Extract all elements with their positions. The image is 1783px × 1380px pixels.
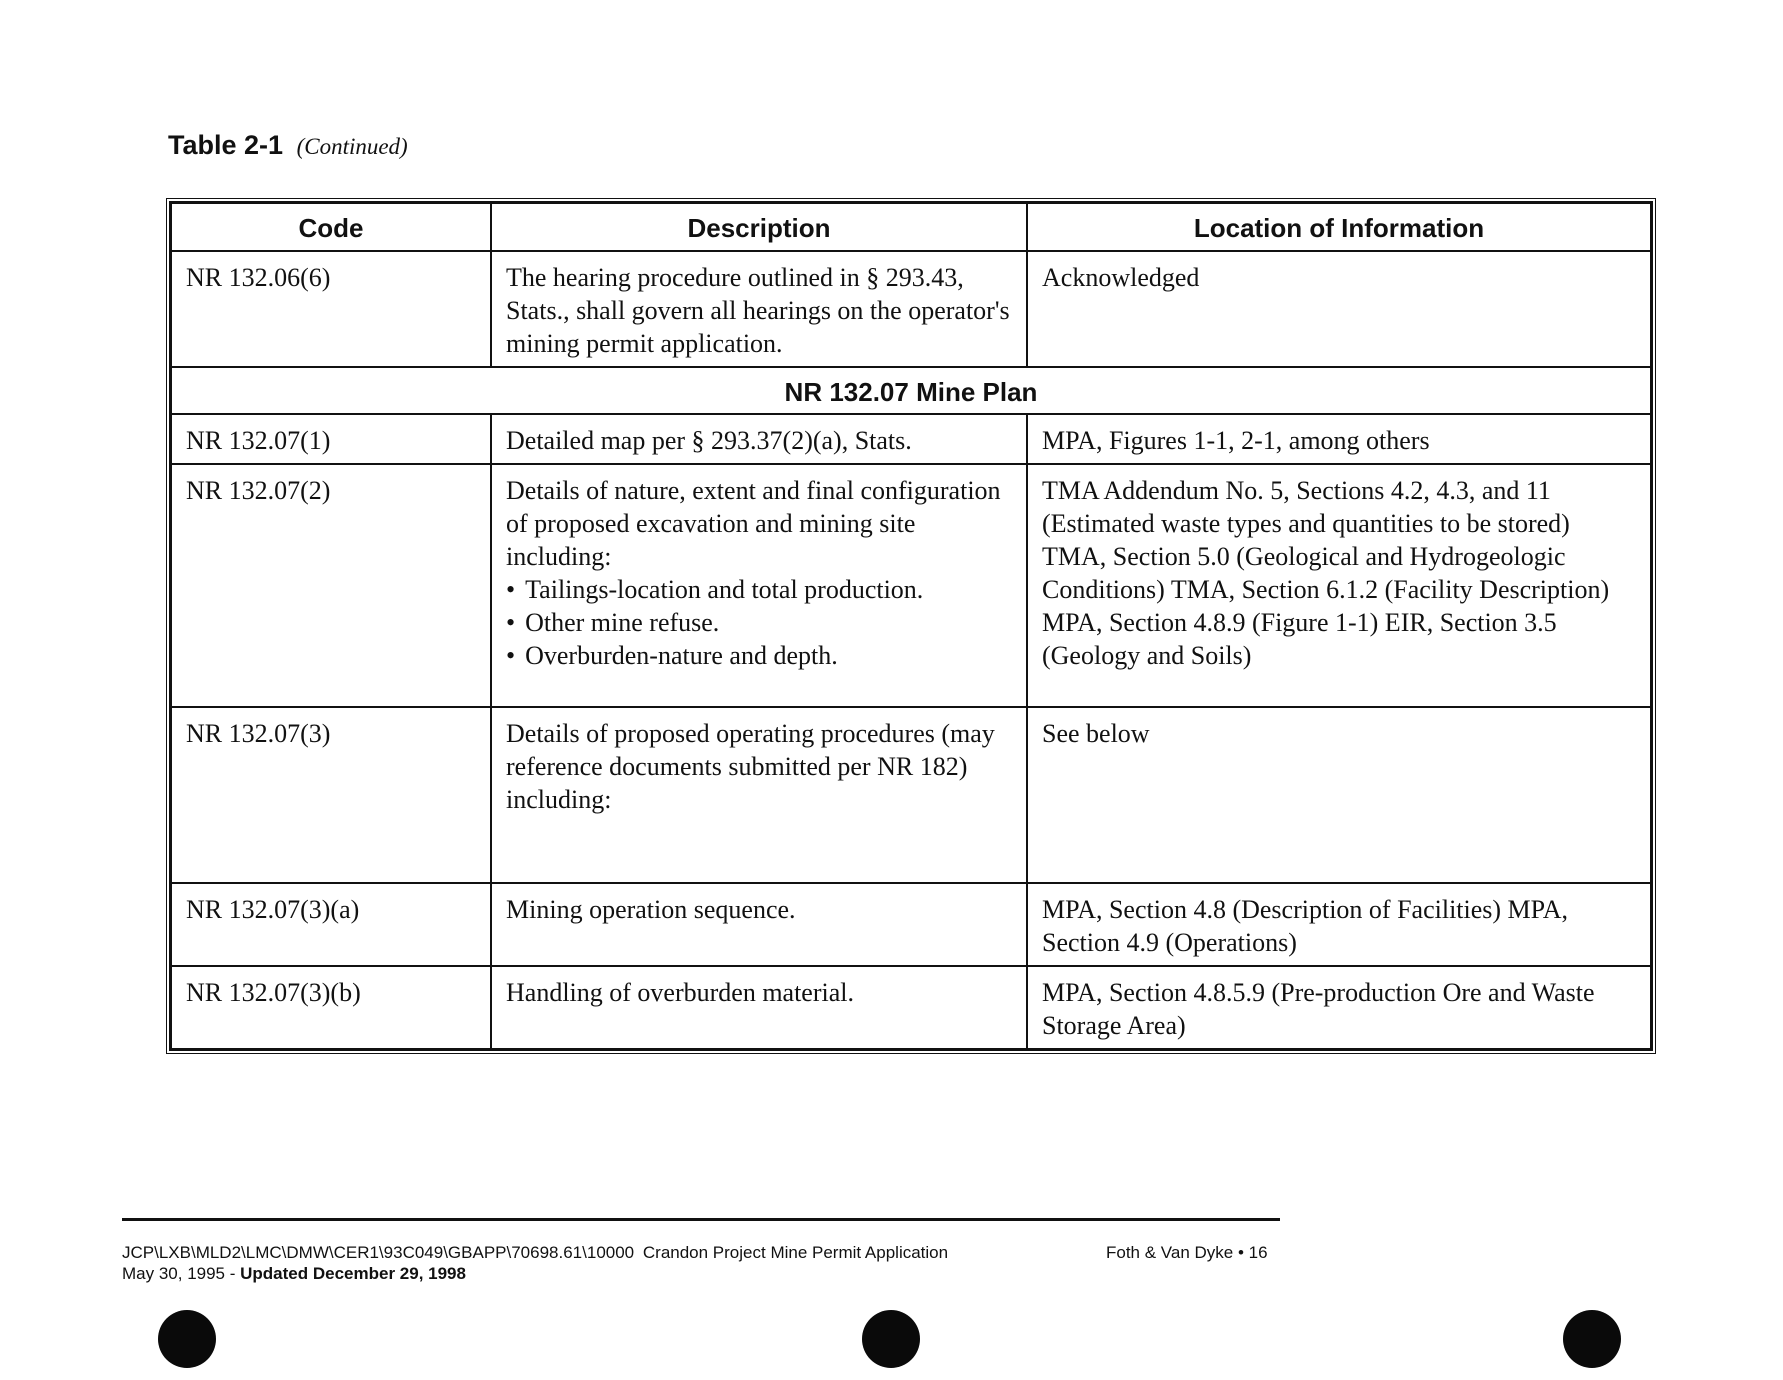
section-row xyxy=(171,367,1651,414)
cell-location: MPA, Figures 1-1, 2-1, among others xyxy=(1027,414,1651,464)
cell-location: MPA, Section 4.8 (Description of Facilities) MPA, Section 4.9 (Operations) xyxy=(1027,883,1651,966)
table-row xyxy=(171,414,1651,464)
cell-description: Details of proposed operating procedures (may reference documents submitted per NR 182) including: xyxy=(491,707,1027,883)
bullet-item: • Tailings-location and total production. xyxy=(506,573,1014,606)
table-row xyxy=(171,464,1651,707)
binder-hole-left xyxy=(158,1310,216,1368)
cell-location: See below xyxy=(1027,707,1651,883)
footer-rule xyxy=(122,1218,1280,1221)
bullet-item: • Other mine refuse. xyxy=(506,606,1014,639)
table-row xyxy=(171,251,1651,367)
header-code: Code xyxy=(171,203,491,251)
cell-description xyxy=(491,464,1027,707)
cell-description: Detailed map per § 293.37(2)(a), Stats. xyxy=(491,414,1027,464)
table-row xyxy=(171,883,1651,966)
section-heading: NR 132.07 Mine Plan xyxy=(171,367,1651,414)
header-location: Location of Information xyxy=(1027,203,1651,251)
original-date: May 30, 1995 - xyxy=(122,1264,241,1283)
bullet-item: • Overburden-nature and depth. xyxy=(506,639,1014,672)
binder-hole-right xyxy=(1563,1310,1621,1368)
cell-description: Handling of overburden material. xyxy=(491,966,1027,1049)
company-page-number: Foth & Van Dyke • 16 xyxy=(1106,1243,1268,1262)
cell-code: NR 132.07(3)(b) xyxy=(171,966,491,1049)
cell-code: NR 132.07(3)(a) xyxy=(171,883,491,966)
document-title: Crandon Project Mine Permit Application xyxy=(642,1243,949,1262)
cell-description: Mining operation sequence. xyxy=(491,883,1027,966)
requirements-table xyxy=(166,198,1656,1054)
binder-hole-center xyxy=(862,1310,920,1368)
description-text: Details of nature, extent and final configuration of proposed excavation and mining site including: xyxy=(506,476,1001,571)
cell-code: NR 132.06(6) xyxy=(171,251,491,367)
cell-code: NR 132.07(2) xyxy=(171,464,491,707)
updated-date: Updated December 29, 1998 xyxy=(240,1264,466,1283)
header-description: Description xyxy=(491,203,1027,251)
cell-code: NR 132.07(1) xyxy=(171,414,491,464)
cell-description: The hearing procedure outlined in § 293.43, Stats., shall govern all hearings on the operator's mining permit application. xyxy=(491,251,1027,367)
bullet-list xyxy=(506,573,1014,672)
table-title xyxy=(168,130,408,161)
table-title-continued: (Continued) xyxy=(296,134,408,159)
footer-left xyxy=(122,1242,948,1284)
table-row xyxy=(171,966,1651,1049)
footer-line-1 xyxy=(122,1242,948,1263)
table-title-label: Table 2-1 xyxy=(168,130,284,160)
footer-line-2 xyxy=(122,1263,948,1284)
cell-code: NR 132.07(3) xyxy=(171,707,491,883)
cell-location: MPA, Section 4.8.5.9 (Pre-production Ore and Waste Storage Area) xyxy=(1027,966,1651,1049)
cell-location: TMA Addendum No. 5, Sections 4.2, 4.3, and 11 (Estimated waste types and quantities to be stored) TMA, Section 5.0 (Geological and Hydrogeologic Conditions) TMA, Section 6.1.2 (Facility Description) MPA, Section 4.8.9 (Figure 1-1) EIR, Section 3.5 (Geology and Soils) xyxy=(1027,464,1651,707)
table-header-row xyxy=(171,203,1651,251)
table-row xyxy=(171,707,1651,883)
file-path: JCP\LXB\MLD2\LMC\DMW\CER1\93C049\GBAPP\70698.61\10000 xyxy=(122,1243,635,1262)
cell-location: Acknowledged xyxy=(1027,251,1651,367)
footer-right xyxy=(1106,1242,1268,1263)
